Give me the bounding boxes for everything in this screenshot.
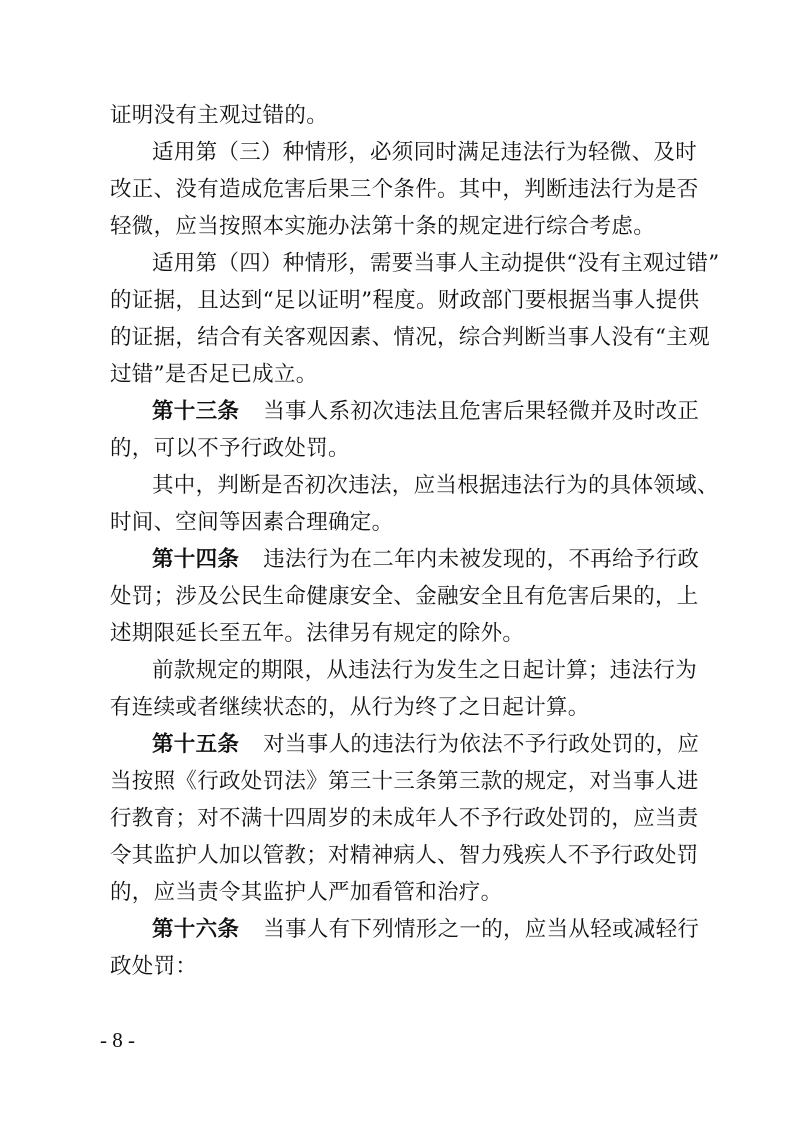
line-text: 当事人系初次违法且危害后果轻微并及时改正 xyxy=(263,399,700,424)
text-line xyxy=(110,245,720,282)
text-line xyxy=(110,911,700,948)
text-line xyxy=(110,578,699,615)
line-text: 的，可以不予行政处罚。 xyxy=(110,436,350,461)
text-line xyxy=(110,467,719,504)
text-line xyxy=(110,541,700,578)
line-text: 的证据，且达到“足以证明”程度。财政部门要根据当事人提供 xyxy=(110,288,700,313)
line-text: 适用第（四）种情形，需要当事人主动提供“没有主观过错” xyxy=(152,251,720,276)
page-number: - 8 - xyxy=(100,1028,135,1052)
article-heading: 第十五条 xyxy=(152,732,240,757)
line-text: 违法行为在二年内未被发现的，不再给予行政 xyxy=(263,547,700,572)
text-line xyxy=(110,726,700,763)
text-line xyxy=(110,430,685,467)
line-text: 时间、空间等因素合理确定。 xyxy=(110,510,394,535)
line-text: 对当事人的违法行为依法不予行政处罚的，应 xyxy=(263,732,700,757)
line-text: 的证据，结合有关客观因素、情况，综合判断当事人没有“主观 xyxy=(110,325,710,350)
line-text: 改正、没有造成危害后果三个条件。其中，判断违法行为是否 xyxy=(110,177,699,202)
line-text: 述期限延长至五年。法律另有规定的除外。 xyxy=(110,621,525,646)
document-body xyxy=(110,97,720,985)
text-line xyxy=(110,282,700,319)
text-line xyxy=(110,356,685,393)
text-line xyxy=(110,504,685,541)
text-line xyxy=(110,874,685,911)
line-text: 有连续或者继续状态的，从行为终了之日起计算。 xyxy=(110,695,590,720)
text-line xyxy=(110,652,698,689)
article-heading: 第十三条 xyxy=(152,399,240,424)
text-line xyxy=(110,615,685,652)
article-heading: 第十六条 xyxy=(152,917,240,942)
text-line xyxy=(110,97,685,134)
line-text: 当事人有下列情形之一的，应当从轻或减轻行 xyxy=(263,917,700,942)
text-line xyxy=(110,208,685,245)
text-line xyxy=(110,134,698,171)
line-text: 过错”是否足已成立。 xyxy=(110,362,318,387)
line-text: 政处罚： xyxy=(110,954,198,979)
text-line xyxy=(110,800,699,837)
line-text: 前款规定的期限，从违法行为发生之日起计算；违法行为 xyxy=(152,658,698,683)
text-line xyxy=(110,948,685,985)
line-text: 证明没有主观过错的。 xyxy=(110,103,329,128)
line-text: 其中，判断是否初次违法，应当根据违法行为的具体领域、 xyxy=(152,473,719,498)
line-text: 轻微，应当按照本实施办法第十条的规定进行综合考虑。 xyxy=(110,214,656,239)
article-heading: 第十四条 xyxy=(152,547,240,572)
text-line xyxy=(110,393,700,430)
text-line xyxy=(110,319,710,356)
line-text: 的，应当责令其监护人严加看管和治疗。 xyxy=(110,880,503,905)
line-text: 适用第（三）种情形，必须同时满足违法行为轻微、及时 xyxy=(152,140,698,165)
line-text: 当按照《行政处罚法》第三十三条第三款的规定，对当事人进 xyxy=(110,769,699,794)
text-line xyxy=(110,171,699,208)
line-text: 处罚；涉及公民生命健康安全、金融安全且有危害后果的，上 xyxy=(110,584,699,609)
text-line xyxy=(110,689,685,726)
text-line xyxy=(110,763,699,800)
line-text: 行教育；对不满十四周岁的未成年人不予行政处罚的，应当责 xyxy=(110,806,699,831)
text-line xyxy=(110,837,699,874)
line-text: 令其监护人加以管教；对精神病人、智力残疾人不予行政处罚 xyxy=(110,843,699,868)
